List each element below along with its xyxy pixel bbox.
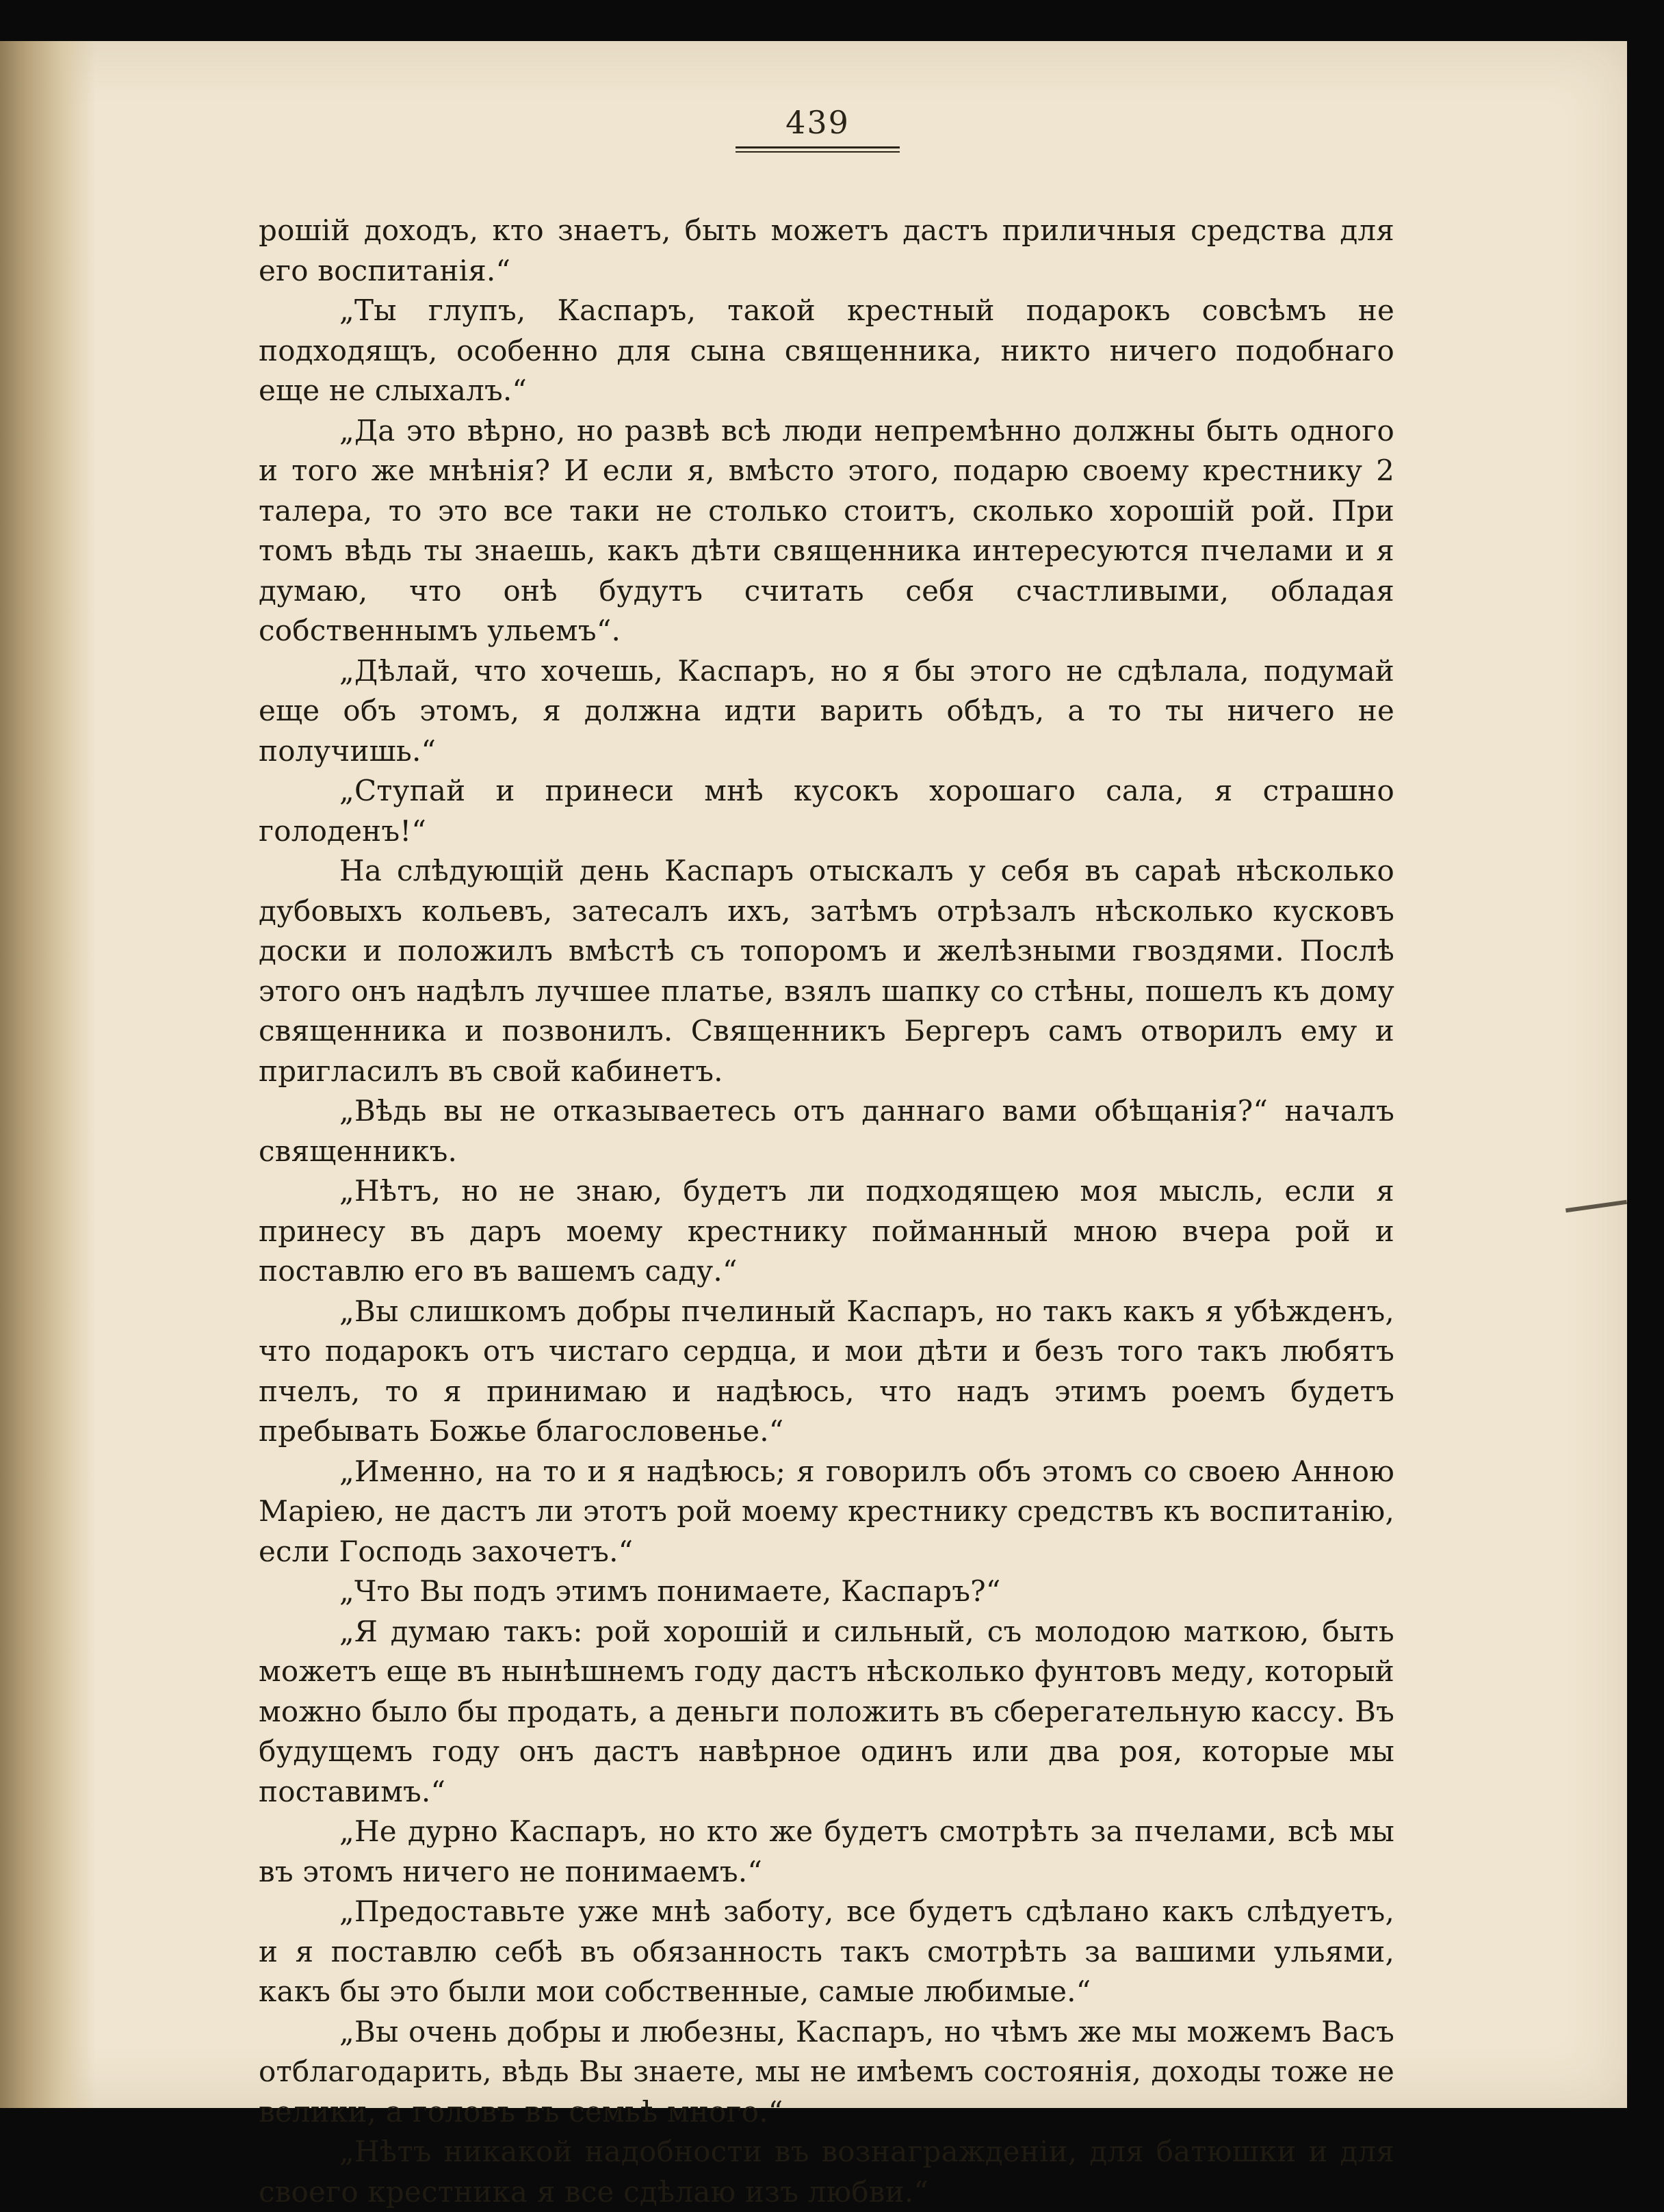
paragraph: „Предоставьте уже мнѣ заботу, все будетъ сдѣлано какъ слѣдуетъ, и я поставлю себѣ въ обязанность такъ смотрѣть за вашими ульями, какъ бы это были мои собственные, самые любимые.“ [259,1895,1394,2008]
body-text [259,211,1394,2212]
paragraph: „Ты глупъ, Каспаръ, такой крестный подарокъ совсѣмъ не подходящъ, особенно для сына священника, никто ничего подобнаго еще не слыхалъ.“ [259,294,1394,407]
paragraph: „Дѣлай, что хочешь, Каспаръ, но я бы этого не сдѣлала, подумай еще объ этомъ, я должна идти варить обѣдъ, а то ты ничего не получишь.“ [259,653,1394,768]
paragraph: На слѣдующій день Каспаръ отыскалъ у себя въ сараѣ нѣсколько дубовыхъ кольевъ, затесалъ ихъ, затѣмъ отрѣзалъ нѣсколько кусковъ доски и положилъ вмѣстѣ съ топоромъ и желѣзными гвоздями. Послѣ этого онъ надѣлъ лучшее платье, взялъ шапку со стѣны, пошелъ къ дому священника и позвонилъ. Священникъ Бергеръ самъ отворилъ ему и пригласилъ въ свой кабинетъ. [259,854,1394,1088]
page-gutter-shadow [0,41,96,2108]
paragraph: рошій доходъ, кто знаетъ, быть можетъ дастъ приличныя средства для его воспитанія.“ [259,213,1394,287]
paragraph: „Я думаю такъ: рой хорошій и сильный, съ молодою маткою, быть можетъ еще въ нынѣшнемъ году дастъ нѣсколько фунтовъ меду, который можно было бы продать, а деньги положить въ сберегательную кассу. Въ будущемъ году онъ дастъ навѣрное одинъ или два роя, которые мы поставимъ.“ [259,1614,1394,1808]
page-header [718,104,917,153]
page-number: 439 [785,104,850,141]
page-edge-mark [1565,1200,1627,1212]
paragraph: „Вы слишкомъ добры пчелиный Каспаръ, но такъ какъ я убѣжденъ, что подарокъ отъ чистаго сердца, и мои дѣти и безъ того такъ любятъ пчелъ, то я принимаю и надѣюсь, что надъ этимъ роемъ будетъ пребывать Божье благословенье.“ [259,1294,1394,1448]
paragraph: „Нѣтъ, но не знаю, будетъ ли подходящею моя мысль, если я принесу въ даръ моему крестнику пойманный мною вчера рой и поставлю его въ вашемъ саду.“ [259,1174,1394,1288]
book-page [0,41,1627,2209]
header-double-rule [736,146,900,153]
paragraph: „Что Вы подъ этимъ понимаете, Каспаръ?“ [339,1574,1001,1608]
paragraph: „Вы очень добры и любезны, Каспаръ, но чѣмъ же мы можемъ Васъ отблагодарить, вѣдь Вы знаете, мы не имѣемъ состоянія, доходы тоже не велики, а головъ въ семьѣ много.“ [259,2014,1394,2129]
paragraph: „Да это вѣрно, но развѣ всѣ люди непремѣнно должны быть одного и того же мнѣнія? И если я, вмѣсто этого, подарю своему крестнику 2 талера, то это все таки не столько стоитъ, сколько хорошій рой. При томъ вѣдь ты знаешь, какъ дѣти священника интересуются пчелами и я думаю, что онѣ будутъ считать себя счастливыми, обладая собственнымъ ульемъ“. [259,413,1394,647]
paragraph: „Ступай и принеси мнѣ кусокъ хорошаго сала, я страшно голоденъ!“ [259,774,1394,848]
paragraph: „Нѣтъ никакой надобности въ вознагражденіи, для батюшки и для своего крестника я все сдѣлаю изъ любви.“ [259,2135,1394,2209]
paragraph: „Вѣдь вы не отказываетесь отъ даннаго вами обѣщанія?“ началъ священникъ. [259,1094,1394,1168]
paragraph: „Именно, на то и я надѣюсь; я говорилъ объ этомъ со своею Анною Маріею, не дастъ ли этотъ рой моему крестнику средствъ къ воспитанію, если Господь захочетъ.“ [259,1454,1394,1568]
paragraph: „Не дурно Каспаръ, но кто же будетъ смотрѣть за пчелами, всѣ мы въ этомъ ничего не понимаемъ.“ [259,1814,1394,1888]
